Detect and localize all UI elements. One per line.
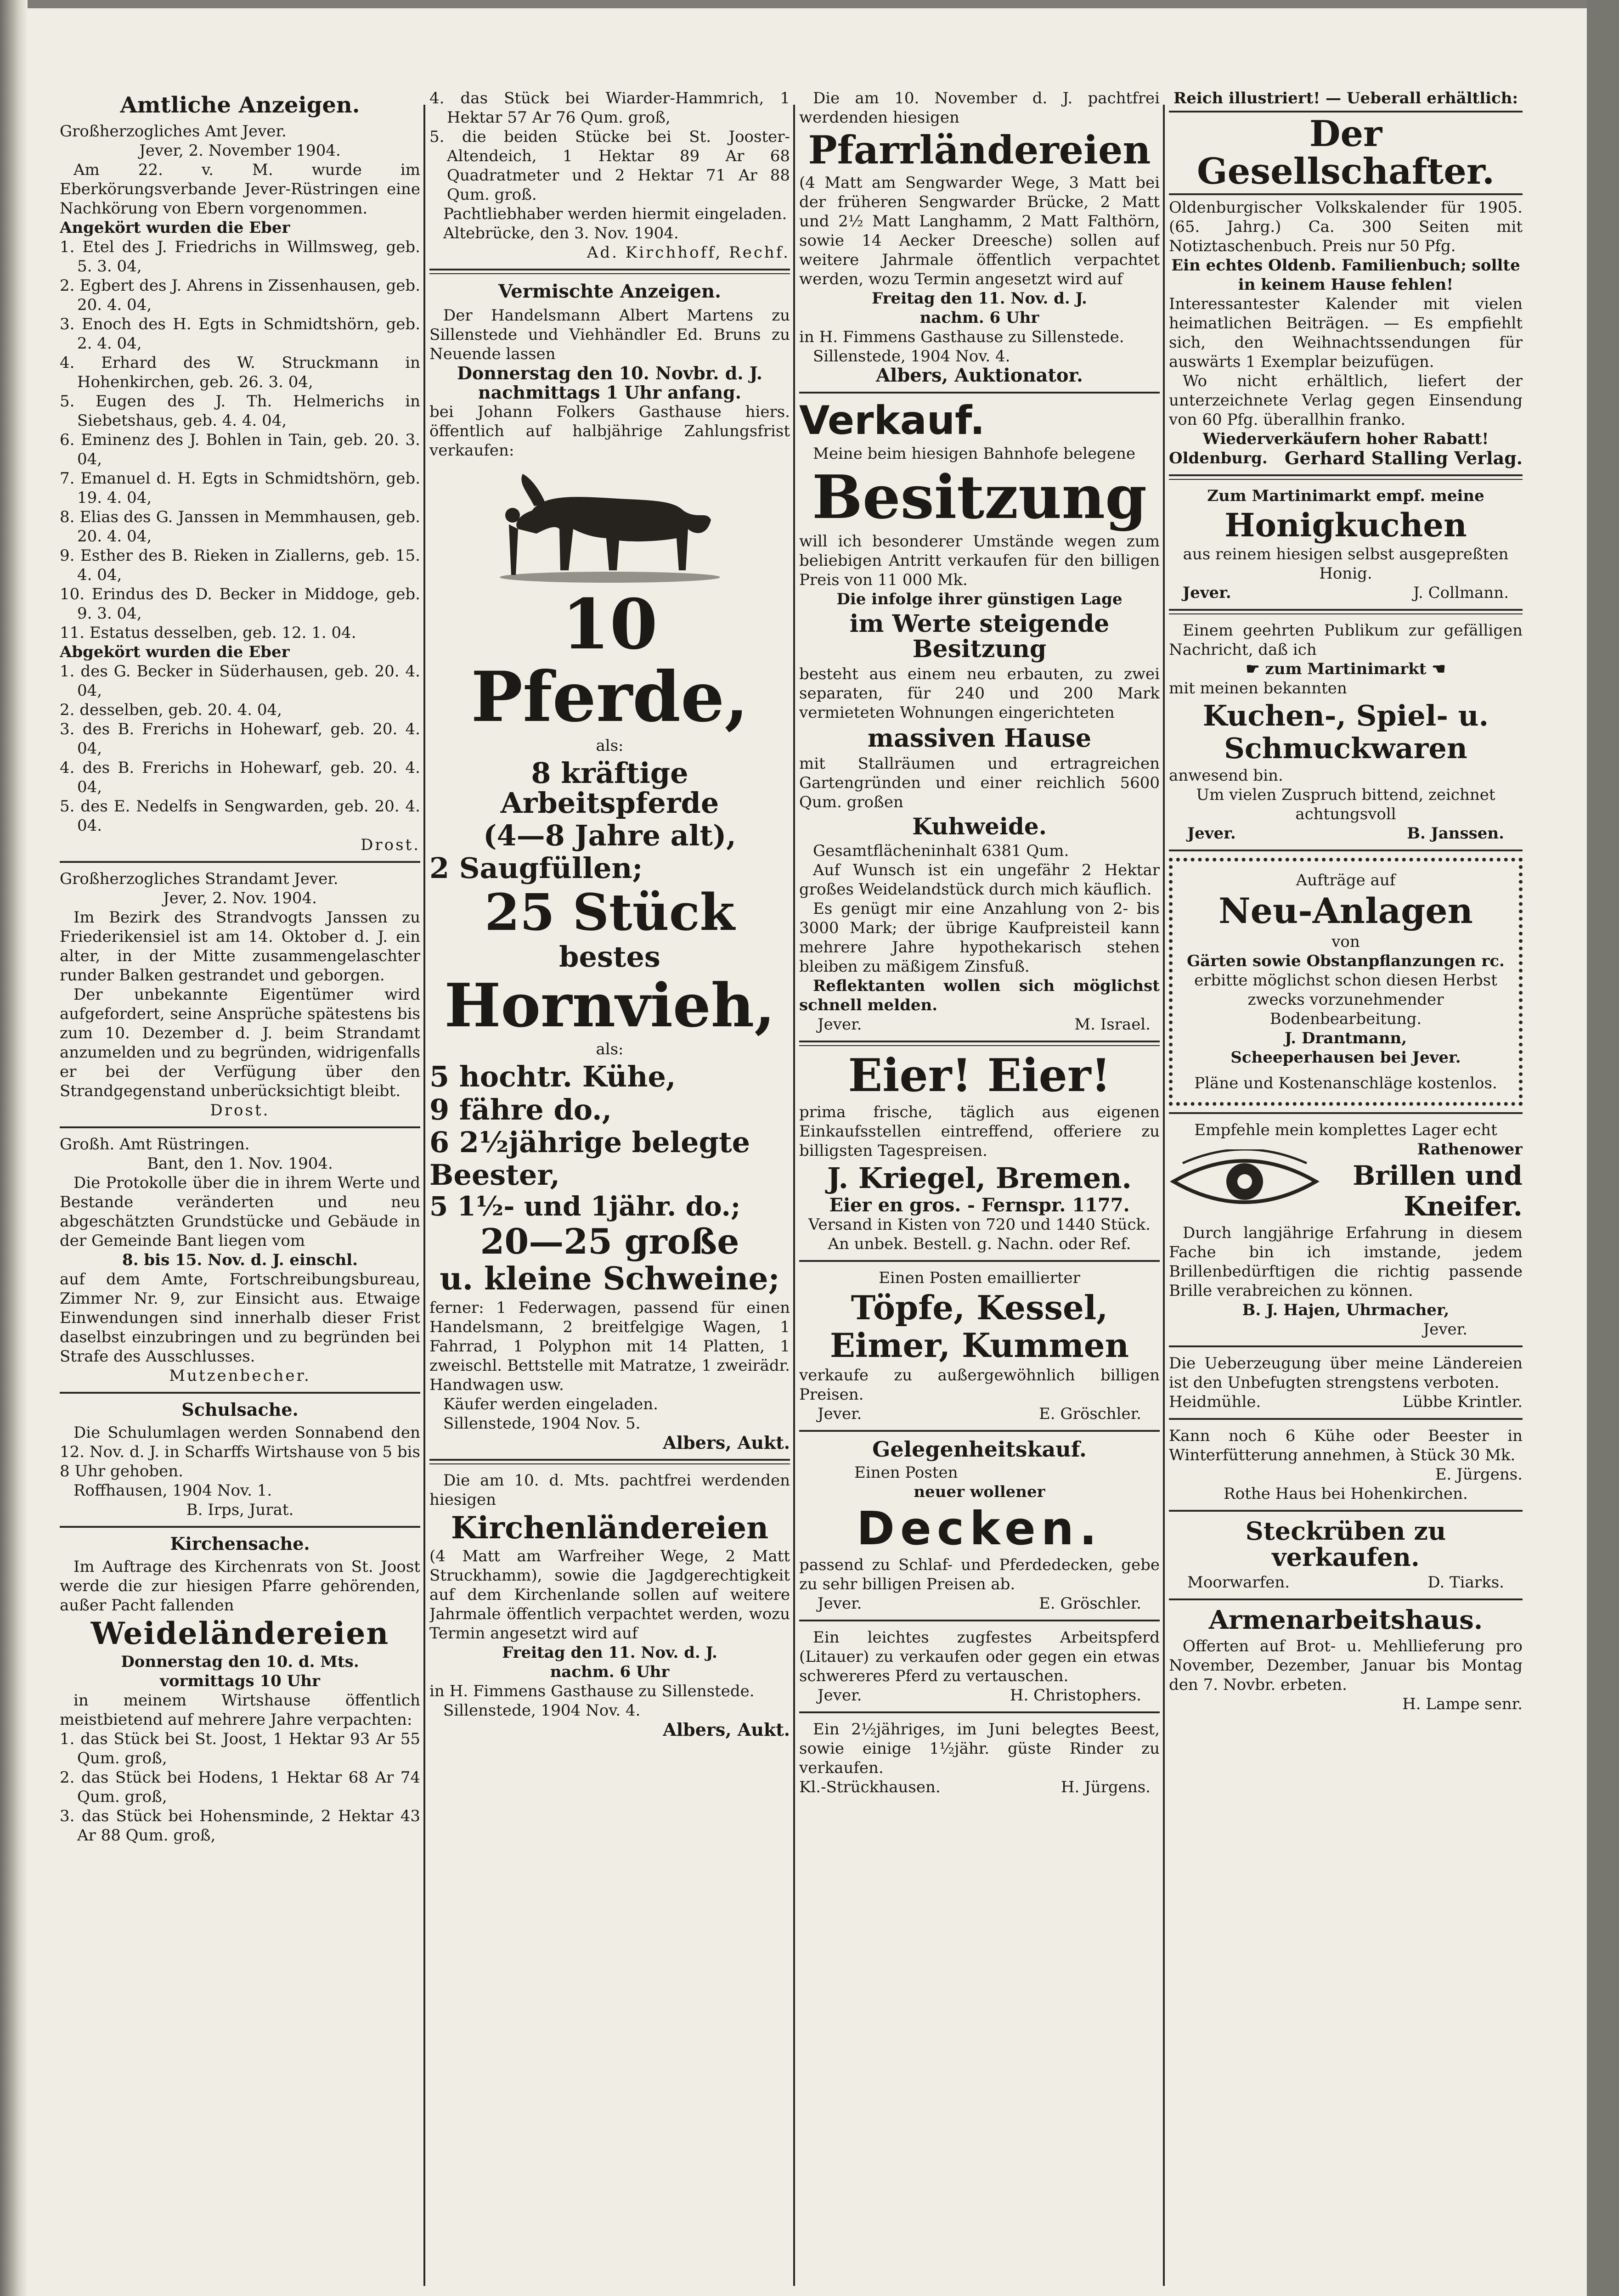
divider (1169, 1510, 1523, 1512)
ad-text: als: (596, 737, 624, 755)
ad-footer (1169, 1392, 1523, 1412)
notice-title: Schulsache. (181, 1399, 299, 1420)
ad-headline: Besitzung (812, 462, 1147, 533)
ad-body: in H. Fimmens Gasthause zu Sillenstede. (799, 328, 1124, 347)
list-item: 9. Esther des B. Rieken in Ziallerns, geb. 15. 4. 04, (60, 546, 420, 584)
notice-place: Roffhausen, 1904 Nov. 1. (73, 1481, 272, 1500)
notice-date: Jever, 2. Nov. 1904. (163, 889, 317, 907)
ad-body: Einen Posten emaillierter (879, 1269, 1080, 1288)
list-item: 1. des G. Becker in Süderhausen, geb. 20. 4. 04, (60, 662, 420, 700)
ad-line: Beester, (429, 1158, 560, 1192)
column-1 (60, 89, 420, 1845)
page-binding-edge (0, 0, 28, 2296)
ad-place: Kl.-Strückhausen. (799, 1778, 941, 1796)
ad-line: massiven Hause (867, 723, 1092, 753)
notice-church-continued (429, 89, 790, 262)
ad-headline: Schmuckwaren (1224, 732, 1467, 765)
column-rule (793, 105, 795, 2286)
ad-line (1169, 659, 1523, 679)
ad-body: aus reinem hiesigen selbst ausgepreßten Honig. (1183, 545, 1509, 583)
ad-place: Jever. (818, 1594, 862, 1613)
notice-date: Bant, den 1. Nov. 1904. (147, 1154, 333, 1173)
ad-signature: Albers, Aukt. (663, 1432, 790, 1453)
notice-date: Jever, 2. November 1904. (139, 141, 341, 160)
ad-body: besteht aus einem neu erbauten, zu zwei separaten, für 240 und 200 Mark vermieteten Wohnungen eingerichteten (799, 665, 1160, 722)
ad-line: 5 1½- und 1jähr. do.; (429, 1190, 741, 1222)
ad-cattle (799, 1720, 1160, 1797)
ad-text: zum Martinimarkt (1265, 660, 1427, 679)
list-item: 4. das Stück bei Wiarder-Hammrich, 1 Hektar 57 Ar 76 Qum. groß, (429, 89, 790, 127)
divider (60, 1526, 420, 1528)
list-item: 3. Enoch des H. Egts in Schmidtshörn, geb. 2. 4. 04, (60, 315, 420, 353)
ad-line: im Werte steigende Besitzung (849, 609, 1110, 663)
list-item: 2. das Stück bei Hodens, 1 Hektar 68 Ar 74 Qum. groß, (60, 1768, 420, 1806)
notice-signature: Drost. (210, 1101, 270, 1120)
list-item: 2. Egbert des J. Ahrens in Zissenhausen, geb. 20. 4. 04, (60, 276, 420, 314)
notice-amt-jever (60, 122, 420, 855)
divider (799, 1620, 1160, 1621)
column-rule (423, 105, 425, 2286)
list-item: 4. Erhard des W. Struckmann in Hohenkirchen, geb. 26. 3. 04, (60, 354, 420, 391)
ad-signature: E. Gröschler. (1038, 1594, 1141, 1613)
notice-body: Im Auftrage des Kirchenrats von St. Joost werde die zur hiesigen Pfarre gehörenden, außer Pacht fallenden (60, 1558, 420, 1615)
ad-line: 8 kräftige Arbeitspferde (500, 756, 719, 820)
notice-signature: Ad. Kirchhoff, Rechf. (587, 243, 790, 262)
ad-place: Jever. (1423, 1320, 1467, 1339)
ad-body: (4 Matt am Sengwarder Wege, 3 Matt bei der früheren Sengwarder Brücke, 2 Matt und 2½ Matt Langhamm, 2 Matt Falthörn, sowie 14 Aecker Dreesche) sollen auf weitere Jahrmale öffentlich verpachtet werden, wozu Termin angesetzt wird auf (799, 174, 1160, 289)
ad-body: Einem geehrten Publikum zur gefälligen Nachricht, daß ich (1169, 621, 1523, 659)
divider (1169, 1418, 1523, 1420)
ad-footer (1169, 1573, 1523, 1592)
ad-place: Jever. (1183, 584, 1231, 602)
ad-body: Kann noch 6 Kühe oder Beester in Winterfütterung annehmen, à Stück 30 Mk. (1169, 1427, 1523, 1465)
notice-dates: 8. bis 15. Nov. d. J. einschl. (122, 1251, 358, 1269)
notice-date: Donnerstag den 10. d. Mts. (121, 1653, 359, 1671)
ad-signature: D. Tiarks. (1427, 1573, 1504, 1592)
ad-signature: Albers, Auktionator. (876, 365, 1083, 387)
ad-body: in H. Fimmens Gasthause zu Sillenstede. (429, 1682, 755, 1701)
list-item: 1. Etel des J. Friedrichs in Willmsweg, geb. 5. 3. 04, (60, 238, 420, 276)
ad-signature: Scheeperhausen bei Jever. (1230, 1048, 1461, 1067)
ad-headline: Töpfe, Kessel, (851, 1288, 1108, 1328)
ad-firm: J. Kriegel, Bremen. (827, 1161, 1132, 1195)
ad-body: (4 Matt am Warfreiher Wege, 2 Matt Struckhamm), sowie die Jagdgerechtigkeit auf dem Kirchenlande sollen auf weitere Jahrmale öffentlich verpachtet werden, wozu Termin angesetzt wird auf (429, 1547, 790, 1643)
column-3 (799, 89, 1160, 1797)
column-2 (429, 89, 790, 1739)
ad-body: prima frische, täglich aus eigenen Einkaufsstellen eintreffend, offeriere zu billigsten Tagespreisen. (799, 1103, 1160, 1160)
ad-headline: Armenarbeitshaus. (1208, 1605, 1483, 1636)
notice-strandamt (60, 869, 420, 1120)
ad-place: Sillenstede, 1904 Nov. 4. (443, 1701, 641, 1720)
notice-school (60, 1400, 420, 1519)
ad-place: Jever. (818, 1686, 862, 1705)
ad-line: 20—25 große (480, 1221, 739, 1262)
ad-body: passend zu Schlaf- und Pferdedecken, gebe zu sehr billigen Preisen ab. (799, 1555, 1160, 1593)
ad-date: Freitag den 11. Nov. d. J. (502, 1643, 717, 1662)
ad-line: 9 fähre do., (429, 1092, 612, 1126)
ad-blankets (799, 1438, 1160, 1613)
ad-toys (1169, 621, 1523, 843)
ad-footer (1169, 583, 1523, 602)
ad-footer (799, 1404, 1160, 1424)
ad-wintering (1169, 1426, 1523, 1503)
ad-body: Durch langjährige Erfahrung in diesem Fache bin ich imstande, jedem Brillenbedürftigen die richtig passende Brille verabreichen zu können. (1169, 1224, 1523, 1300)
notice-body: Die Protokolle über die in ihrem Werte und Bestande veränderten und neu abgeschätzten Grundstücke und Gebäude in der Gemeinde Bant liegen vom (60, 1174, 420, 1250)
ad-body: Versand in Kisten von 720 und 1440 Stück. (808, 1216, 1151, 1234)
notice-signature: Drost. (361, 836, 420, 854)
ad-footer (799, 1594, 1160, 1613)
section-heading-official: Amtliche Anzeigen. (120, 92, 360, 118)
ad-body: Um vielen Zuspruch bittend, zeichnet achtungsvoll (1196, 786, 1495, 824)
divider (799, 1260, 1160, 1262)
notice-subheading: Abgekört wurden die Eber (60, 643, 290, 661)
list-item: 8. Elias des G. Janssen in Memmhausen, geb. 20. 4. 04, (60, 508, 420, 546)
ad-headline: Kirchenländereien (451, 1509, 769, 1546)
ad-place: Jever. (818, 1015, 862, 1034)
ad-gesellschafter (1169, 89, 1523, 468)
ad-body: Ein leichtes zugfestes Arbeitspferd (Litauer) zu verkaufen oder gegen ein etwas schwereres Pferd zu vertauschen. (799, 1628, 1160, 1685)
ad-signature: E. Jürgens. (1435, 1465, 1523, 1484)
list-item: 10. Erindus des D. Becker in Middoge, geb. 9. 3. 04, (60, 585, 420, 623)
ad-line: 5 hochtr. Kühe, (429, 1060, 676, 1094)
ad-body: Ein 2½jähriges, im Juni belegtes Beest, sowie einige 1½jähr. güste Rinder zu verkaufen. (799, 1720, 1160, 1777)
ad-signature: B. Janssen. (1407, 824, 1504, 843)
ad-headline: Steckrüben zu verkaufen. (1245, 1516, 1446, 1572)
ad-place: Sillenstede, 1904 Nov. 5. (443, 1414, 641, 1433)
ad-body: Wiederverkäufern hoher Rabatt! (1202, 429, 1489, 448)
divider (60, 861, 420, 863)
ad-eggs (799, 1049, 1160, 1254)
pointing-hand-icon: ☚ (1426, 660, 1446, 679)
ad-signature: E. Gröschler. (1038, 1404, 1141, 1423)
ad-headline: Eimer, Kummen (830, 1325, 1129, 1365)
ad-date: Freitag den 11. Nov. d. J. (872, 289, 1087, 308)
ad-line: Einen Posten (854, 1463, 958, 1482)
ad-garden-frame (1169, 858, 1523, 1106)
notice-body: Der unbekannte Eigentümer wird aufgefordert, seine Ansprüche spätestens bis zum 10. Dezember d. J. beim Strandamt anzumelden und zu begründen, widrigenfalls er bei der Verfügung über den Strandgegenstand unberücksichtigt bleibt. (60, 985, 420, 1100)
ad-body: verkaufe zu außergewöhnlich billigen Preisen. (799, 1366, 1160, 1404)
ad-line: Eier en gros. - Fernspr. 1177. (829, 1194, 1130, 1216)
ad-time: nachm. 6 Uhr (920, 309, 1039, 327)
notice-subheading: Angekört wurden die Eber (60, 219, 290, 237)
ad-enamel-pots (799, 1268, 1160, 1423)
divider (1169, 850, 1523, 851)
divider (60, 1392, 420, 1394)
divider (1169, 1598, 1523, 1600)
eye-icon (1169, 1149, 1320, 1214)
list-item: 11. Estatus desselben, geb. 12. 1. 04. (60, 624, 356, 642)
scan-background (1587, 0, 1619, 2296)
list-item: 5. Eugen des J. Th. Helmerichs in Siebetshaus, geb. 4. 4. 04, (60, 392, 420, 430)
ad-place: Sillenstede, 1904 Nov. 4. (813, 347, 1010, 366)
ad-place: Moorwarfen. (1187, 1573, 1290, 1592)
ad-line: 2 Saugfüllen; (429, 851, 643, 885)
ad-body: Gesamtflächeninhalt 6381 Qum. (813, 842, 1069, 861)
divider (799, 392, 1160, 394)
ad-place: Jever. (818, 1404, 862, 1423)
list-item: 3. das Stück bei Hohensminde, 2 Hektar 43 Ar 88 Qum. groß, (60, 1807, 420, 1845)
ad-body: Interessantester Kalender mit vielen heimatlichen Beiträgen. — Es empfiehlt sich, den Weihnachtssendungen für auswärts 1 Exemplar beizufügen. (1169, 294, 1523, 371)
divider (799, 1041, 1160, 1046)
ad-signature: B. J. Hajen, Uhrmacher, (1242, 1301, 1450, 1320)
ad-headline: Gelegenheitskauf. (872, 1436, 1087, 1462)
ad-text: als: (596, 1040, 624, 1059)
ad-headline: 25 Stück (485, 883, 735, 942)
notice-authority: Großh. Amt Rüstringen. (60, 1135, 250, 1154)
ad-headline: Neu-Anlagen (1218, 890, 1473, 932)
ad-workhorse (799, 1628, 1160, 1705)
ad-headline: Pfarrländereien (808, 127, 1151, 173)
pointing-hand-icon: ☛ (1246, 660, 1265, 679)
ad-body: An unbek. Bestell. g. Nachn. oder Ref. (828, 1235, 1131, 1254)
ad-headline: Kuchen-, Spiel- u. (1202, 699, 1489, 733)
notice-signature: Mutzenbecher. (169, 1367, 311, 1385)
ad-body: Auf Wunsch ist ein ungefähr 2 Hektar großes Weidelandstück durch mich käuflich. (799, 861, 1160, 899)
ad-body: Oldenburgischer Volkskalender für 1905. (65. Jahrg.) Ca. 300 Seiten mit Notiztaschenbuch. Preis nur 50 Pfg. (1169, 198, 1523, 255)
column-rule (1163, 105, 1165, 2286)
ad-body: bei Johann Folkers Gasthause hiers. öffentlich auf halbjährige Zahlungsfrist verkaufen: (429, 403, 790, 460)
ad-trespass (1169, 1354, 1523, 1412)
list-item: 1. das Stück bei St. Joost, 1 Hektar 93 Ar 55 Qum. groß, (60, 1730, 420, 1768)
ad-body: Die am 10. d. Mts. pachtfrei werdenden hiesigen (429, 1471, 790, 1509)
ad-place: Rothe Haus bei Hohenkirchen. (1224, 1485, 1468, 1503)
ad-body: Die infolge ihrer günstigen Lage (836, 590, 1123, 608)
ad-glasses-row (1169, 1140, 1523, 1223)
divider (1169, 1345, 1523, 1347)
column-4 (1169, 89, 1523, 1714)
divider (1169, 193, 1523, 195)
notice-title: Kirchensache. (170, 1533, 310, 1554)
notice-body: in meinem Wirtshause öffentlich meistbietend auf mehrere Jahre verpachten: (60, 1691, 420, 1729)
list-item: 2. desselben, geb. 20. 4. 04, (60, 701, 282, 719)
ad-signature: H. Jürgens. (1061, 1778, 1151, 1796)
ad-headline: Decken. (857, 1501, 1102, 1555)
ad-signature: Gerhard Stalling Verlag. (1284, 447, 1523, 468)
ad-body: Wo nicht erhältlich, liefert der unterzeichnete Verlag gegen Einsendung von 60 Pfg. überallhin franko. (1169, 371, 1523, 429)
notice-headline: Weideländereien (90, 1615, 389, 1651)
ad-headline: Der Gesellschafter. (1197, 113, 1495, 192)
ad-body: ferner: 1 Federwagen, passend für einen Handelsmann, 2 breitfelgige Wagen, 1 Fahrrad, 1 Polyphon mit 14 Platten, 1 zweischl. Bettstelle mit Matratze, 1 zweirädr. Handwagen usw. (429, 1298, 790, 1394)
newspaper-page (28, 8, 1587, 2296)
ad-body: Der Handelsmann Albert Martens zu Sillenstede und Viehhändler Ed. Bruns zu Neuende lassen (429, 306, 790, 363)
ad-horse-auction (429, 306, 790, 1452)
ad-footer (799, 1778, 1160, 1797)
ad-headline: Hornvieh, (444, 970, 775, 1041)
divider (1169, 111, 1523, 113)
notice-body: Am 22. v. M. wurde im Eberkörungsverbande Jever-Rüstringen eine Nachkörung von Ebern vorgenommen. (60, 161, 420, 218)
ad-time: nachmittags 1 Uhr anfang. (478, 382, 741, 403)
ad-body: Die am 10. November d. J. pachtfrei werdenden hiesigen (799, 89, 1160, 127)
ad-footer (1169, 824, 1523, 843)
ad-body: Käufer werden eingeladen. (443, 1395, 658, 1413)
ad-line: neuer wollener (914, 1482, 1045, 1501)
notice-signature: B. Irps, Jurat. (186, 1501, 294, 1519)
ad-line: Gärten sowie Obstanpflanzungen rc. (1187, 952, 1505, 971)
ad-glasses-text (1320, 1140, 1523, 1223)
ad-body: Die Ueberzeugung über meine Ländereien ist den Unbefugten strengstens verboten. (1169, 1354, 1523, 1392)
divider (60, 1126, 420, 1128)
list-item: 6. Eminenz des J. Bohlen in Tain, geb. 20. 3. 04, (60, 431, 420, 468)
ad-signature: J. Collmann. (1413, 584, 1509, 602)
notice-amt-ruestringen (60, 1135, 420, 1385)
notice-authority: Großherzogliches Amt Jever. (60, 122, 287, 141)
ad-headline: 10 Pferde, (471, 584, 749, 737)
ad-body: Empfehle mein komplettes Lager echt (1194, 1121, 1497, 1140)
divider (429, 269, 790, 274)
divider (799, 1430, 1160, 1432)
ad-date: Donnerstag den 10. Novbr. d. J. (457, 363, 763, 383)
ad-body: Reflektanten wollen sich möglichst schnell melden. (799, 977, 1160, 1015)
ad-glasses (1169, 1120, 1523, 1339)
list-item: 7. Emanuel d. H. Egts in Schmidtshörn, geb. 19. 4. 04, (60, 469, 420, 507)
ad-headline: Eier! Eier! (848, 1049, 1111, 1103)
ad-body: Es genügt mir eine Anzahlung von 2- bis 3000 Mark; der übrige Kaufpreisteil kann mehrere Jahre hypothekarisch stehen bleiben zu mäßigem Zinsfuß. (799, 900, 1160, 976)
ad-signature: Albers, Aukt. (663, 1719, 790, 1740)
ad-signature: Lübbe Krintler. (1402, 1393, 1523, 1412)
ad-place: Oldenburg. (1169, 449, 1268, 467)
ad-headline: Verkauf. (799, 398, 985, 444)
ad-signature: M. Israel. (1074, 1015, 1151, 1034)
ad-line: (4—8 Jahre alt), (483, 819, 736, 853)
ad-footer (1169, 449, 1523, 468)
ad-body: Pläne und Kostenanschläge kostenlos. (1194, 1074, 1497, 1093)
ad-line: mit meinen bekannten (1169, 679, 1347, 698)
ad-place: Heidmühle. (1169, 1393, 1261, 1412)
horse-illustration-icon (491, 460, 729, 584)
notice-authority: Großherzogliches Strandamt Jever. (60, 870, 338, 888)
ad-line: Zum Martinimarkt empf. meine (1207, 486, 1484, 505)
ad-line: 6 2½jährige belegte (429, 1125, 750, 1159)
ad-turnips (1169, 1518, 1523, 1592)
ad-body: mit Stallräumen und ertragreichen Gartengründen und einer reichlich 5600 Qum. großen (799, 754, 1160, 811)
notice-time: vormittags 10 Uhr (160, 1672, 320, 1691)
ad-church-lands (429, 1471, 790, 1739)
ad-footer (799, 1015, 1160, 1034)
list-item: 3. des B. Frerichs in Hohewarf, geb. 20. 4. 04, (60, 720, 420, 758)
ad-line: Aufträge auf (1296, 871, 1396, 890)
ad-line: Reich illustriert! — Ueberall erhältlich: (1173, 89, 1518, 107)
list-item: 4. des B. Frerichs in Hohewarf, geb. 20. 4. 04, (60, 759, 420, 796)
ad-body: Offerten auf Brot- u. Mehllieferung pro November, Dezember, Januar bis Montag den 7. Novbr. erbeten. (1169, 1637, 1523, 1694)
notice-body: Im Bezirk des Strandvogts Janssen zu Friederikensiel ist am 14. Oktober d. J. ein alter, in der Mitte zusammengelaschter runder Balken gestrandet und geborgen. (60, 908, 420, 985)
list-item: 5. des E. Nedelfs in Sengwarden, geb. 20. 4. 04. (60, 797, 420, 835)
ad-headline: Brillen und (1353, 1160, 1523, 1192)
ad-footer (799, 1686, 1160, 1705)
ad-poorhouse (1169, 1607, 1523, 1714)
ad-line: bestes (559, 940, 660, 974)
ad-time: nachm. 6 Uhr (550, 1663, 670, 1682)
notice-body: Die Schulumlagen werden Sonnabend den 12. Nov. d. J. in Scharffs Wirtshause von 5 bis 8 Uhr gehoben. (60, 1424, 420, 1480)
divider (799, 1711, 1160, 1713)
ad-parish-lands (799, 89, 1160, 385)
ad-line: u. kleine Schweine; (440, 1260, 780, 1297)
divider (1169, 609, 1523, 614)
section-heading-misc: Vermischte Anzeigen. (498, 281, 722, 302)
ad-line: von (1331, 933, 1360, 951)
ad-signature: H. Christophers. (1010, 1686, 1141, 1705)
ad-body: will ich besonderer Umstände wegen zum beliebigen Antritt verkaufen für den billigen Preis von 11 000 Mk. (799, 532, 1160, 589)
list-item: 5. die beiden Stücke bei St. Jooster-Altendeich, 1 Hektar 89 Ar 68 Quadratmeter und 2 Hektar 71 Ar 88 Qum. groß. (429, 128, 790, 204)
ad-property-sale (799, 400, 1160, 1034)
ad-honey-cake (1169, 486, 1523, 603)
divider (1169, 474, 1523, 480)
ad-body: Meine beim hiesigen Bahnhofe belegene (813, 445, 1135, 463)
ad-place: Jever. (1187, 824, 1236, 843)
notice-body: Pachtliebhaber werden hiermit eingeladen. (443, 205, 787, 223)
ad-signature: J. Drantmann, (1284, 1029, 1407, 1048)
ad-line: Kuhweide. (912, 812, 1047, 840)
ad-body: erbitte möglichst schon diesen Herbst zwecks vorzunehmender Bodenbearbeitung. (1194, 971, 1497, 1029)
ad-line: Rathenower (1417, 1140, 1523, 1159)
ad-headline: Honigkuchen (1224, 506, 1467, 544)
notice-church (60, 1534, 420, 1845)
ad-headline: Kneifer. (1404, 1191, 1523, 1222)
divider (429, 1459, 790, 1464)
notice-place: Altebrücke, den 3. Nov. 1904. (443, 224, 679, 242)
ad-body: Ein echtes Oldenb. Familienbuch; sollte in keinem Hause fehlen! (1171, 256, 1520, 294)
notice-body: auf dem Amte, Fortschreibungsbureau, Zimmer Nr. 9, zur Einsicht aus. Etwaige Einwendungen sind innerhalb dieser Frist daselbst einzubringen und zu begründen bei Strafe des Ausschlusses. (60, 1270, 420, 1366)
divider (1169, 1112, 1523, 1114)
ad-signature: H. Lampe senr. (1402, 1695, 1523, 1714)
ad-line: anwesend bin. (1169, 766, 1283, 785)
